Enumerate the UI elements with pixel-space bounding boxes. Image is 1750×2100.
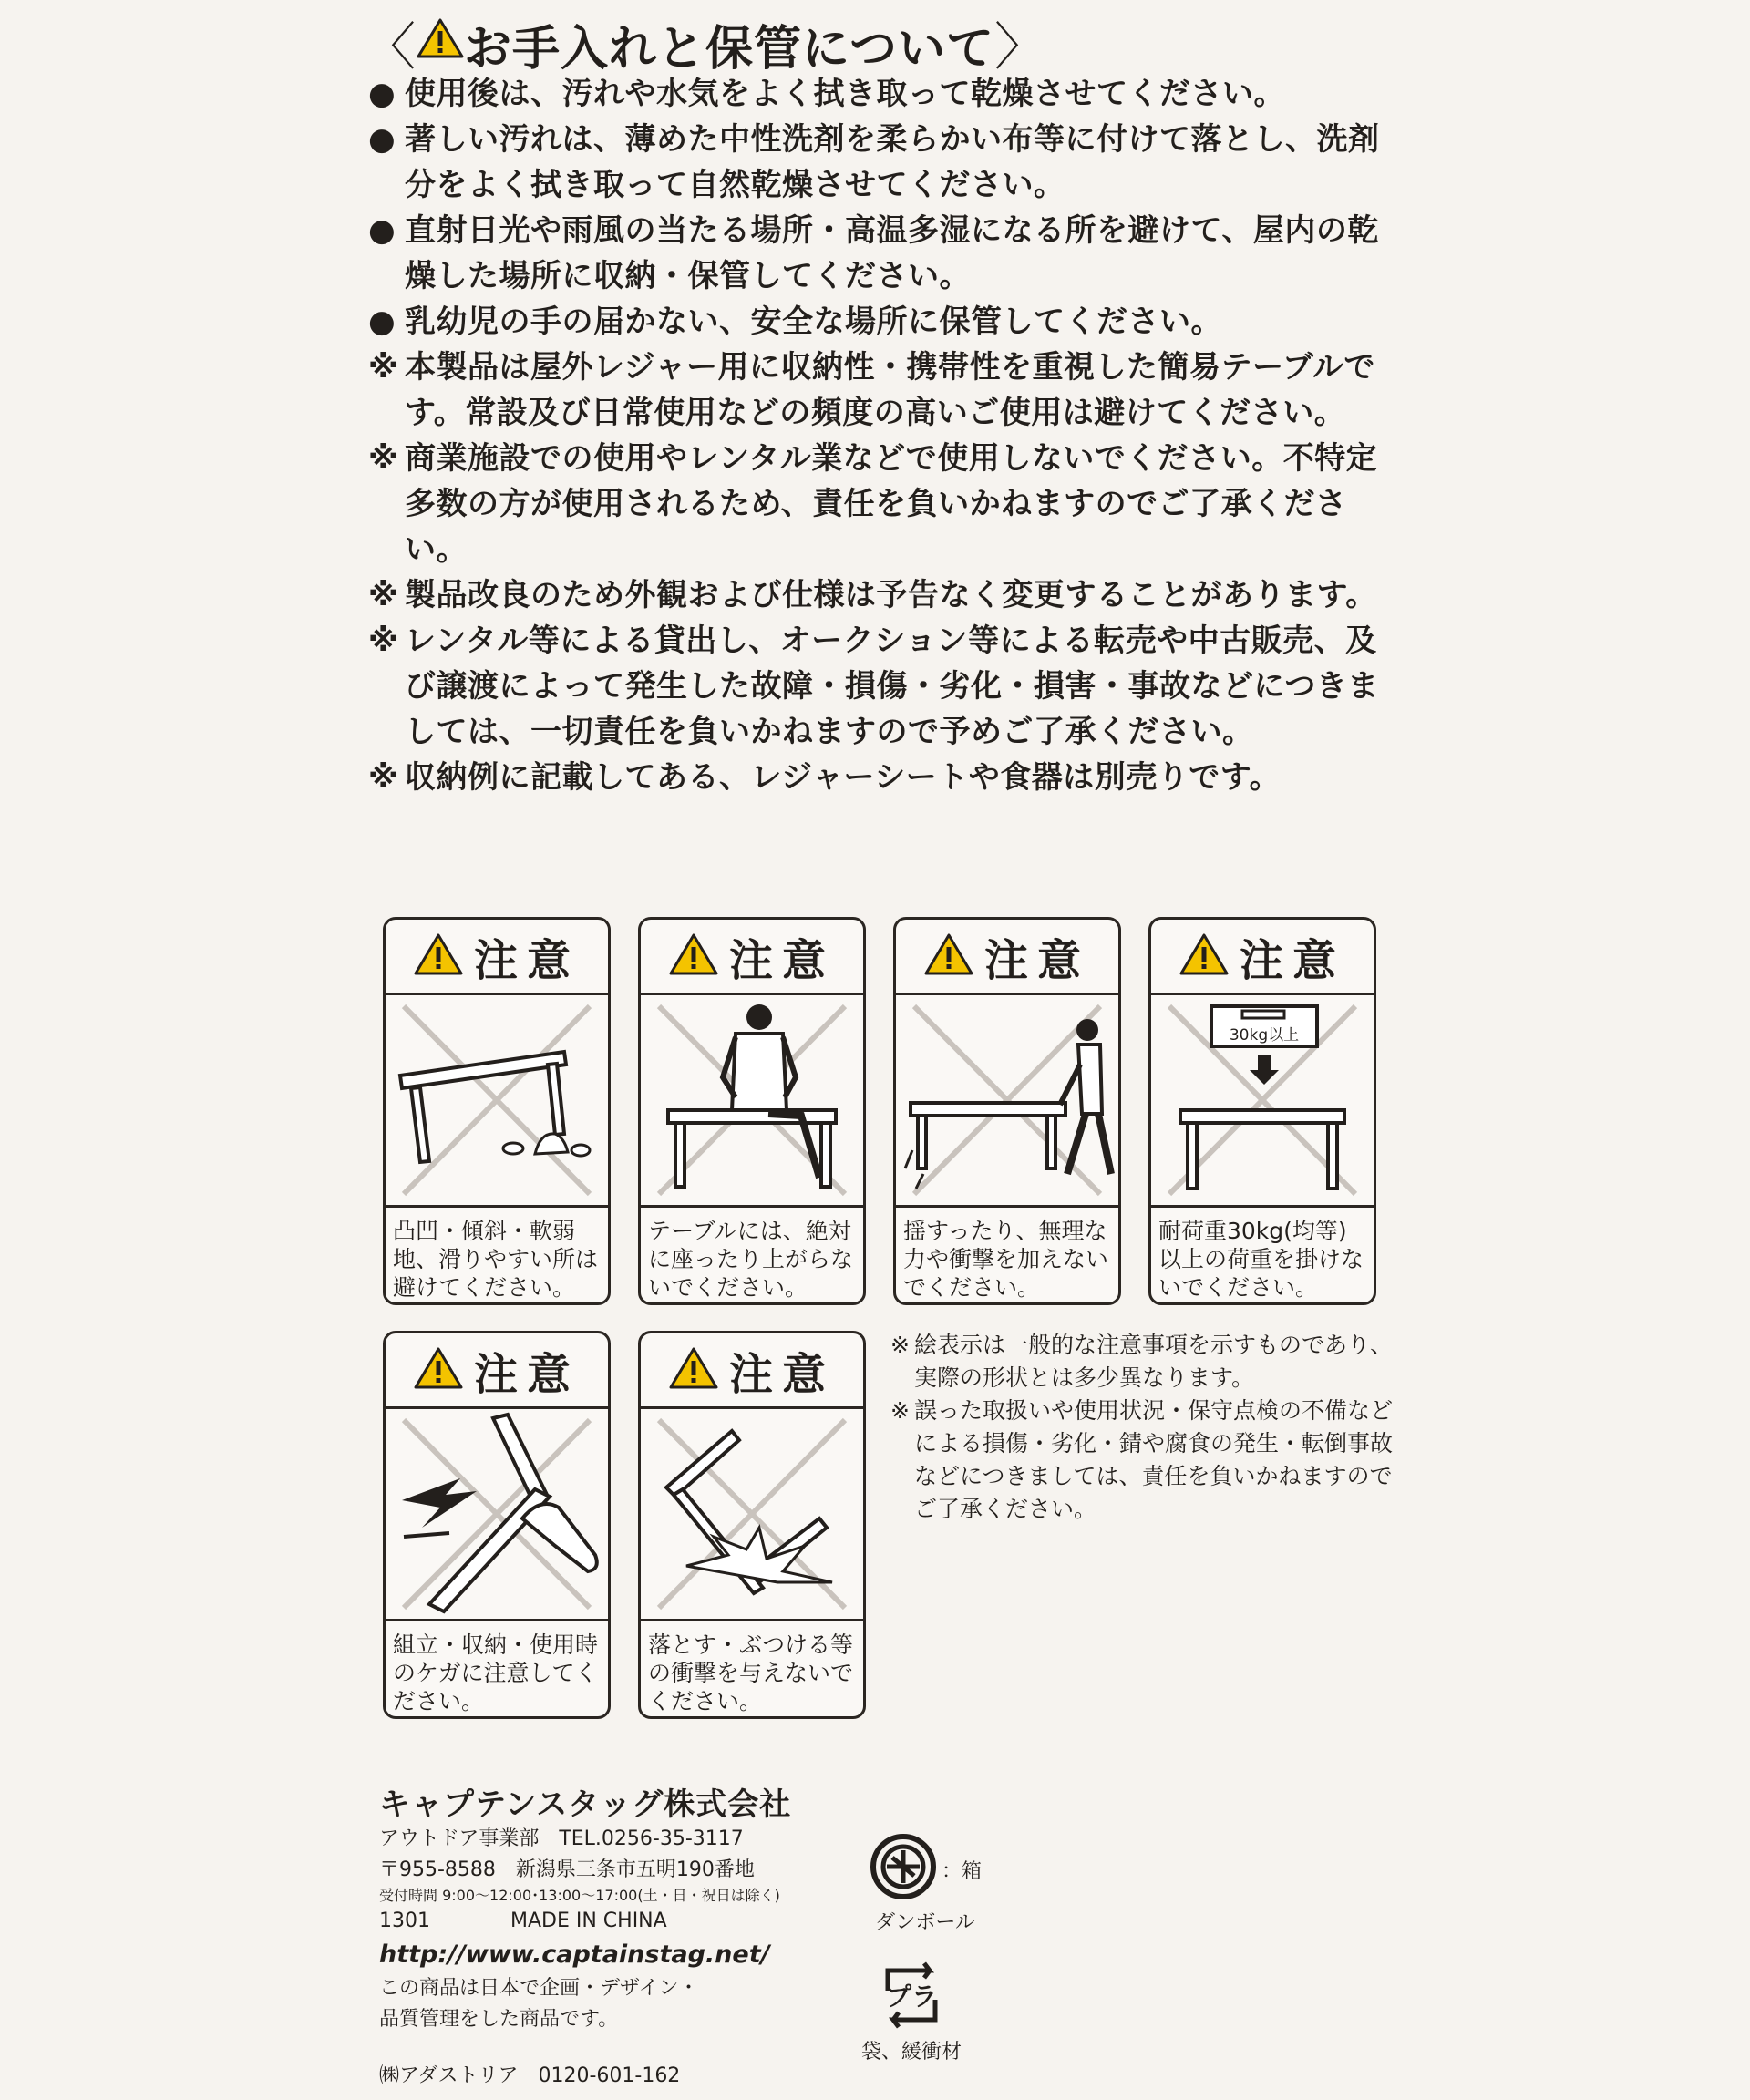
warning-triangle-icon	[669, 932, 718, 980]
warning-triangle-icon	[669, 1346, 718, 1394]
care-note-text: 収納例に記載してある、レジャーシートや食器は別売りです。	[405, 759, 1282, 796]
dropping-table-impact-icon	[641, 1409, 863, 1621]
bullet-mark: ●	[368, 121, 396, 158]
caution-caption: 揺すったり、無理な力や衝撃を加えないでください。	[903, 1218, 1109, 1301]
asterisk-mark: ※	[368, 577, 399, 613]
distributor-line: ㈱アダストリア 0120-601-162	[379, 2064, 681, 2087]
care-note	[368, 299, 1407, 345]
recycling-mark	[839, 1960, 984, 2064]
page-title	[365, 7, 1046, 80]
care-note-text: 直射日光や雨風の当たる場所・高温多湿になる所を避けて、屋内の乾燥した場所に収納・保管してください。	[405, 212, 1379, 294]
hand-pinch-injury-icon	[386, 1409, 608, 1621]
plastic-recycle-icon	[875, 1982, 948, 2036]
care-note-text: 商業施設での使用やレンタル業などで使用しないでください。不特定多数の方が使用されるため、責任を負いかねますのでご了承ください。	[405, 440, 1378, 568]
bullet-mark: ●	[368, 304, 396, 340]
caution-word: 注意	[983, 934, 1090, 986]
care-note	[368, 618, 1407, 755]
bullet-mark: ●	[368, 212, 396, 249]
care-note	[368, 755, 1407, 800]
caution-caption: 組立・収納・使用時のケガに注意してください。	[393, 1632, 599, 1714]
open-bracket: 〈	[365, 18, 417, 77]
company-name: キャプテンスタッグ株式会社	[379, 1786, 792, 1823]
caution-word: 注意	[473, 1348, 580, 1400]
asterisk-mark: ※	[368, 759, 399, 796]
recycling-mark	[852, 1832, 998, 1935]
care-note	[368, 572, 1407, 618]
caution-caption: 凸凹・傾斜・軟弱地、滑りやすい所は避けてください。	[393, 1218, 599, 1301]
heavy-load-table-icon	[1151, 995, 1374, 1208]
website-link[interactable]: http://www.captainstag.net/	[379, 1940, 770, 1969]
recycle-material: ：箱	[941, 1859, 982, 1883]
asterisk-mark: ※	[890, 1332, 910, 1358]
close-bracket: 〉	[993, 18, 1046, 77]
warning-triangle-icon	[1179, 932, 1229, 980]
caution-word: 注意	[728, 1348, 835, 1400]
caution-card	[638, 917, 866, 1305]
caution-card	[893, 917, 1121, 1305]
illustration-note-text: 絵表示は一般的な注意事項を示すものであり、実際の形状とは多少異なります。	[914, 1332, 1394, 1391]
care-note	[368, 117, 1407, 208]
caution-caption: 耐荷重30kg(均等)以上の荷重を掛けないでください。	[1158, 1218, 1364, 1301]
caution-card	[383, 1331, 611, 1719]
warning-triangle-icon	[924, 932, 973, 980]
care-note-text: レンタル等による貸出し、オークション等による転売や中古販売、及び譲渡によって発生した故障・損傷・劣化・損害・事故などにつきましては、一切責任を負いかねますので予めご了承ください。	[405, 623, 1379, 750]
care-note-text: 著しい汚れは、薄めた中性洗剤を柔らかい布等に付けて落とし、洗剤分をよく拭き取って自然乾燥させてください。	[405, 121, 1380, 203]
address-line: 〒955-8588 新潟県三条市五明190番地	[379, 1858, 755, 1881]
illustration-note-text: 誤った取扱いや使用状況・保守点検の不備などによる損傷・劣化・錆や腐食の発生・転倒事故などにつきましては、責任を負いかねますのでご了承ください。	[914, 1397, 1394, 1522]
caution-caption: テーブルには、絶対に座ったり上がらないでください。	[648, 1218, 854, 1301]
cardboard-recycle-icon	[869, 1832, 938, 1907]
company-note: この商品は日本で企画・デザイン・	[379, 1977, 699, 2000]
caution-word: 注意	[473, 934, 580, 986]
warning-triangle-icon	[414, 932, 463, 980]
caution-word: 注意	[728, 934, 835, 986]
recycle-label: 袋、緩衝材	[860, 2041, 962, 2064]
illustration-note	[890, 1329, 1397, 1395]
svg-text:プラ: プラ	[885, 1982, 938, 2012]
person-shaking-table-icon	[896, 995, 1118, 1208]
asterisk-mark: ※	[368, 440, 399, 477]
company-note: 品質管理をした商品です。	[379, 2008, 619, 2031]
caution-card-header	[1151, 920, 1374, 995]
caution-caption: 落とす・ぶつける等の衝撃を与えないでください。	[648, 1632, 854, 1714]
illustration-note	[890, 1395, 1397, 1526]
care-note	[368, 208, 1407, 299]
care-note	[368, 71, 1407, 117]
company-info	[379, 1779, 890, 2092]
asterisk-mark: ※	[368, 623, 399, 659]
hours-line: 受付時間 9:00～12:00･13:00～17:00(土・日・祝日は除く)	[379, 1887, 780, 1904]
origin-line: 1301 MADE IN CHINA	[379, 1910, 667, 1932]
asterisk-mark: ※	[368, 349, 399, 386]
caution-card	[638, 1331, 866, 1719]
title-text: お手入れと保管について	[464, 21, 994, 77]
load-label: 30kg以上	[1229, 1026, 1300, 1045]
department-line: アウトドア事業部 TEL.0256-35-3117	[379, 1827, 744, 1850]
caution-card-header	[641, 920, 863, 995]
care-note-text: 使用後は、汚れや水気をよく拭き取って乾燥させてください。	[405, 76, 1285, 112]
care-note-text: 本製品は屋外レジャー用に収納性・携帯性を重視した簡易テーブルです。常設及び日常使用などの頻度の高いご使用は避けてください。	[405, 349, 1375, 431]
caution-card-header	[386, 920, 608, 995]
caution-card	[1148, 917, 1376, 1305]
caution-card-header	[386, 1333, 608, 1409]
care-note	[368, 345, 1407, 436]
care-note	[368, 436, 1407, 572]
warning-triangle-icon	[414, 1346, 463, 1394]
caution-card-header	[641, 1333, 863, 1409]
illustration-notes	[890, 1329, 1397, 1526]
caution-card-header	[896, 920, 1118, 995]
warning-triangle-icon	[417, 16, 464, 71]
caution-word: 注意	[1239, 934, 1345, 986]
care-notes-list	[368, 71, 1407, 800]
person-sitting-on-table-icon	[641, 995, 863, 1208]
care-note-text: 乳幼児の手の届かない、安全な場所に保管してください。	[405, 304, 1222, 340]
care-note-text: 製品改良のため外観および仕様は予告なく変更することがあります。	[405, 577, 1377, 613]
uneven-ground-table-icon	[386, 995, 608, 1208]
recycle-label: ダンボール	[875, 1911, 975, 1934]
caution-card	[383, 917, 611, 1305]
asterisk-mark: ※	[890, 1397, 910, 1424]
bullet-mark: ●	[368, 76, 396, 112]
